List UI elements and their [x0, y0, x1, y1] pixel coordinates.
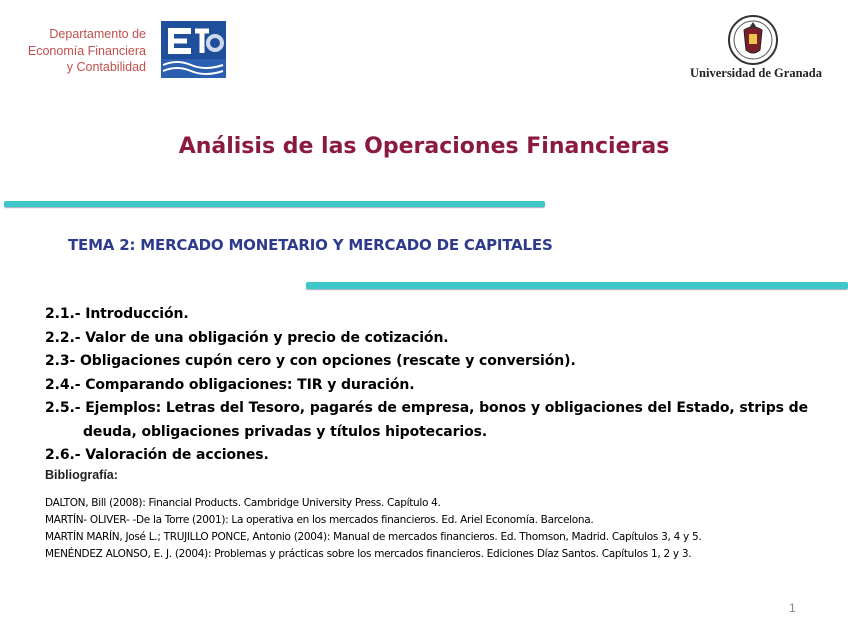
outline-item: 2.3- Obligaciones cupón cero y con opciones (rescate y conversión).	[45, 353, 576, 369]
department-line: Departamento de	[49, 27, 146, 41]
bibliography-entry: DALTON, Bill (2008): Financial Products. Cambridge University Press. Capítulo 4.	[45, 497, 441, 509]
ugr-crest-icon	[727, 14, 779, 66]
accent-bar-bottom	[306, 282, 848, 289]
page-number: 1	[789, 601, 796, 615]
department-line: Economía Financiera	[27, 43, 146, 58]
outline-item: 2.5.- Ejemplos: Letras del Tesoro, pagarés de empresa, bonos y obligaciones del Estado, strips de	[45, 400, 808, 416]
dept-logo-icon	[161, 21, 226, 78]
bibliography-list	[45, 495, 835, 563]
outline-item: 2.4.- Comparando obligaciones: TIR y duración.	[45, 376, 415, 393]
department-name	[10, 26, 146, 76]
outline-item: 2.1.- Introducción.	[45, 306, 189, 322]
bibliography-heading: Bibliografía:	[45, 468, 118, 482]
topic-heading: TEMA 2: MERCADO MONETARIO Y MERCADO DE CAPITALES	[68, 236, 553, 254]
bibliography-entry: MENÉNDEZ ALONSO, E. J. (2004): Problemas y prácticas sobre los mercados financieros. Ediciones Díaz Santos. Capítulos 1, 2 y 3.	[45, 548, 692, 560]
accent-bar-top	[4, 201, 545, 207]
topic-outline	[45, 303, 835, 468]
page-title: Análisis de las Operaciones Financieras	[178, 134, 670, 159]
university-name: Universidad de Granada	[690, 66, 822, 80]
outline-item: 2.2.- Valor de una obligación y precio de cotización.	[45, 329, 449, 346]
bibliography-entry: MARTÍN MARÍN, José L.; TRUJILLO PONCE, Antonio (2004): Manual de mercados financieros. Ed. Thomson, Madrid. Capítulos 3, 4 y 5.	[45, 531, 702, 543]
department-line: y Contabilidad	[66, 60, 146, 74]
outline-item-continuation: deuda, obligaciones privadas y títulos hipotecarios.	[83, 423, 488, 440]
outline-item: 2.6.- Valoración de acciones.	[45, 447, 269, 463]
bibliography-entry: MARTÍN- OLIVER- -De la Torre (2001): La operativa en los mercados financieros. Ed. Ariel Economía. Barcelona.	[45, 514, 594, 526]
